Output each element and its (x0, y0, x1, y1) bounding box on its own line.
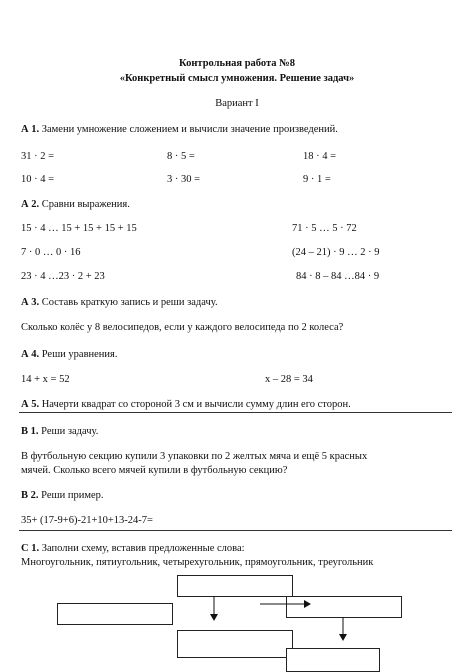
task-a2-label: А 2. (21, 199, 40, 210)
b1-problem-line-2: мячей. Сколько всего мячей купили в футбольную секцию? (21, 465, 288, 476)
a2-compare-1: 15 · 4 … 15 + 15 + 15 + 15 (21, 223, 137, 234)
a1-expr-1: 31 · 2 = (21, 151, 55, 162)
a4-equation-1: 14 + х = 52 (21, 374, 70, 385)
a1-expr-3: 18 · 4 = (303, 151, 337, 162)
a2-compare-5: 23 · 4 …23 · 2 + 23 (21, 271, 105, 282)
a2-compare-4: (24 – 21) · 9 … 2 · 9 (292, 247, 380, 258)
task-b1-text: Реши задачу. (41, 426, 99, 437)
task-a4-label: А 4. (21, 349, 40, 360)
b1-problem-line-1: В футбольную секцию купили 3 упаковки по 2 желтых мяча и ещё 5 красных (21, 451, 368, 462)
task-a3-text: Составь краткую запись и реши задачу. (41, 297, 218, 308)
task-a1-text: Замени умножение сложением и вычисли значение произведений. (41, 124, 338, 135)
task-a2-text: Сравни выражения. (41, 199, 130, 210)
task-a5-label: А 5. (21, 399, 40, 410)
task-a4-text: Реши уравнения. (41, 349, 118, 360)
task-a1-label: А 1. (21, 124, 40, 135)
task-b2-text: Реши пример. (41, 490, 104, 501)
a1-expr-2: 8 · 5 = (167, 151, 195, 162)
a2-compare-6: 84 · 8 – 84 …84 · 9 (296, 271, 380, 282)
task-a3-label: А 3. (21, 297, 40, 308)
variant-label: Вариант I (215, 98, 259, 109)
a1-expr-4: 10 · 4 = (21, 174, 55, 185)
a4-equation-2: х – 28 = 34 (265, 374, 313, 385)
c1-word-list: Многоугольник, пятиугольник, четырехугольник, прямоугольник, треугольник (21, 557, 374, 568)
b2-expression: 35+ (17-9+6)-21+10+13-24-7= (21, 515, 153, 526)
page-subtitle: «Конкретный смысл умножения. Решение задач» (119, 73, 355, 84)
a1-expr-6: 9 · 1 = (303, 174, 331, 185)
a3-problem: Сколько колёс у 8 велосипедов, если у каждого велосипеда по 2 колеса? (21, 322, 344, 333)
task-a5-text: Начерти квадрат со стороной 3 см и вычисли сумму длин его сторон. (41, 399, 351, 410)
page-title: Контрольная работа №8 (179, 58, 295, 69)
a2-compare-3: 7 · 0 … 0 · 16 (21, 247, 81, 258)
task-c1-text: Заполни схему, вставив предложенные слова: (41, 543, 245, 554)
task-b2-label: В 2. (21, 490, 39, 501)
a2-compare-2: 71 · 5 … 5 · 72 (292, 223, 357, 234)
task-c1-label: С 1. (21, 543, 40, 554)
a1-expr-5: 3 · 30 = (167, 174, 201, 185)
task-b1-label: В 1. (21, 426, 39, 437)
